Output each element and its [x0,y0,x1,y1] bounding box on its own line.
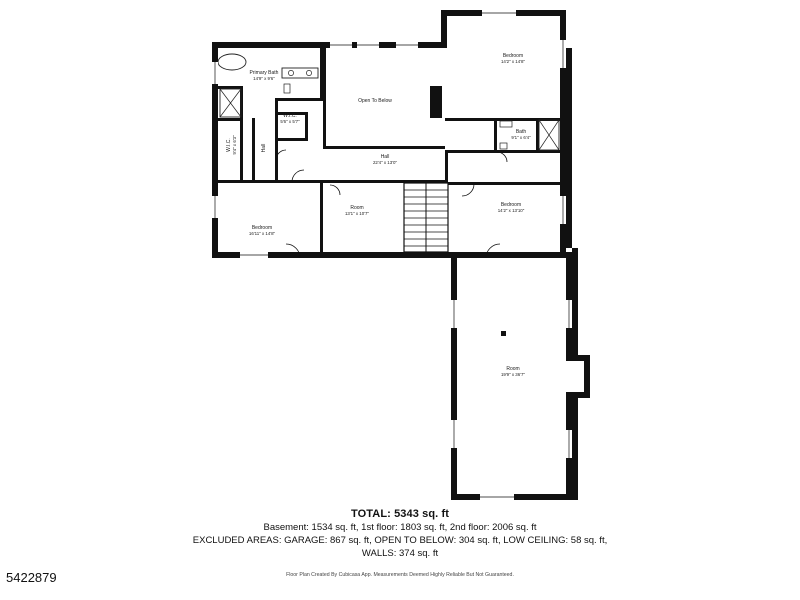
room-label: Bedroom 14'2" x 13'10" [497,202,525,214]
room-label: Primary Bath 14'9" x 9'6" [249,70,279,82]
room-label: Room 13'1" x 10'7" [344,205,370,217]
room-label: Open To Below [358,97,392,104]
room-label: Bath 9'1" x 6'4" [511,129,531,141]
total-area-text: TOTAL: 5343 sq. ft [351,508,449,520]
room-label: Hall 22'4" x 13'0" [372,154,398,166]
room-label: Bedroom 16'11" x 14'8" [248,225,276,237]
excluded-areas-line-1: EXCLUDED AREAS: GARAGE: 867 sq. ft, OPEN TO BELOW: 304 sq. ft, LOW CEILING: 58 sq. ft, [192,534,608,546]
room-label: Room 19'9" x 36'7" [500,366,526,378]
excluded-areas-line-2: WALLS: 374 sq. ft [361,547,439,559]
room-label: W.I.C. 9'4" x 6'3" [226,135,238,155]
floorplan-credit: Floor Plan Created By Cubicasa App. Measurements Deemed Highly Reliable But Not Guaranteed. [286,572,514,579]
floor-marker [501,331,506,336]
listing-id: 5422879 [6,570,57,585]
room-label: Bedroom 14'2" x 14'8" [500,53,526,65]
floor-breakdown-line: Basement: 1534 sq. ft, 1st floor: 1803 sq. ft, 2nd floor: 2006 sq. ft [263,522,537,533]
room-label: W.I.C. 5'6" x 5'7" [280,113,300,125]
room-label: Hall [260,143,267,153]
area-summary [0,508,800,578]
staircase [404,183,448,252]
